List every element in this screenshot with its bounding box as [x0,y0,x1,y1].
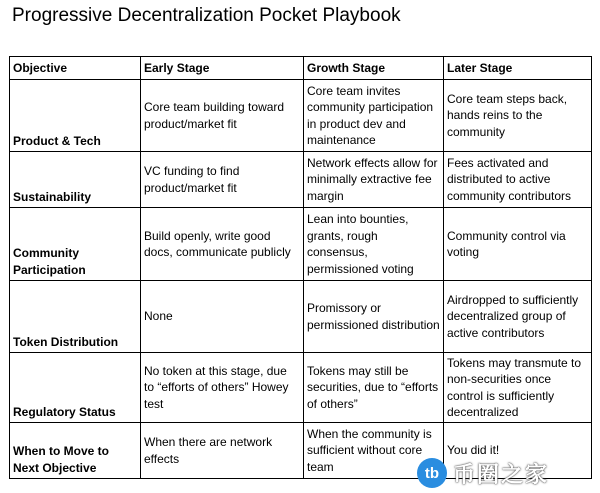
playbook-table [9,56,592,479]
header-early-stage: Early Stage [141,57,304,80]
table-row [10,152,592,208]
objective-cell: Sustainability [10,152,141,208]
header-growth-stage: Growth Stage [304,57,444,80]
objective-cell: Product & Tech [10,80,141,152]
early-stage-cell: Core team building toward product/market fit [141,80,304,152]
early-stage-cell: VC funding to find product/market fit [141,152,304,208]
later-stage-cell: Tokens may transmute to non-securities once control is sufficiently decentralized [444,353,592,423]
growth-stage-cell: Lean into bounties, grants, rough consensus, permissioned voting [304,208,444,281]
header-objective: Objective [10,57,141,80]
early-stage-cell: Build openly, write good docs, communicate publicly [141,208,304,281]
table-row [10,208,592,281]
objective-cell: Token Distribution [10,281,141,353]
later-stage-cell: Airdropped to sufficiently decentralized group of active contributors [444,281,592,353]
objective-cell: Regulatory Status [10,353,141,423]
table-row [10,281,592,353]
later-stage-cell: Community control via voting [444,208,592,281]
header-later-stage: Later Stage [444,57,592,80]
table-row [10,80,592,152]
watermark-logo-icon: tb [417,458,447,488]
later-stage-cell: Core team steps back, hands reins to the community [444,80,592,152]
watermark [417,456,597,490]
page-title: Progressive Decentralization Pocket Playbook [12,5,401,26]
early-stage-cell: No token at this stage, due to “efforts of others” Howey test [141,353,304,423]
early-stage-cell: None [141,281,304,353]
growth-stage-cell: Core team invites community participation in product dev and maintenance [304,80,444,152]
table-row [10,353,592,423]
objective-cell: When to Move to Next Objective [10,423,141,479]
early-stage-cell: When there are network effects [141,423,304,479]
table-header-row [10,57,592,80]
growth-stage-cell: When the community is sufficient without core team [304,423,444,479]
watermark-text: 币圈之家 [453,461,550,487]
later-stage-cell: You did it! [444,423,592,479]
objective-cell: Community Participation [10,208,141,281]
later-stage-cell: Fees activated and distributed to active community contributors [444,152,592,208]
growth-stage-cell: Tokens may still be securities, due to “efforts of others” [304,353,444,423]
growth-stage-cell: Promissory or permissioned distribution [304,281,444,353]
growth-stage-cell: Network effects allow for minimally extractive fee margin [304,152,444,208]
